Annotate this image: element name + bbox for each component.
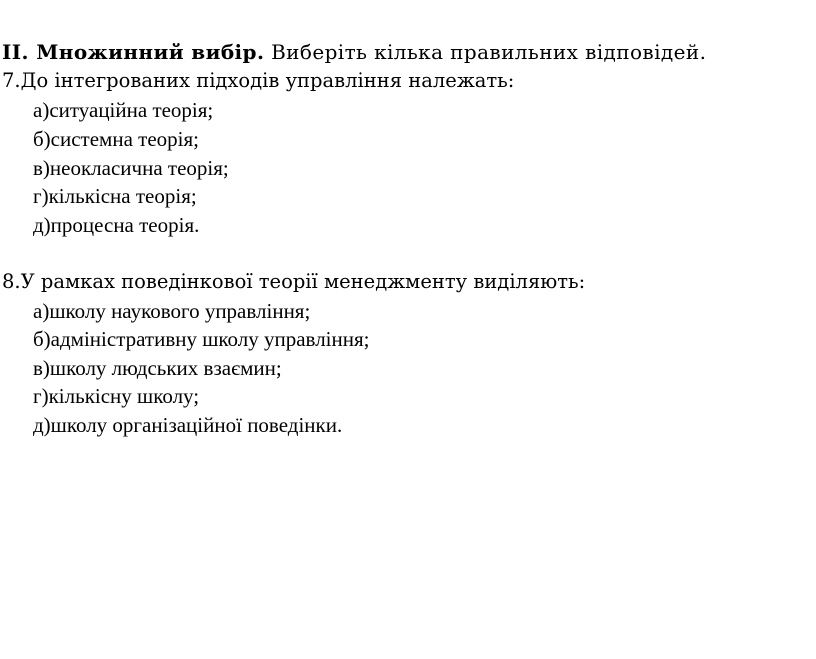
section-heading [2, 38, 706, 66]
question-7-option-a: а)ситуаційна теорія; [33, 98, 214, 122]
question-8-option-b: б)адміністративну школу управління; [33, 327, 370, 351]
question-7-option-d: г)кількісна теорія; [33, 184, 197, 208]
section-heading-instruction: Виберіть кілька правильних відповідей. [264, 40, 707, 64]
question-7-option-e: д)процесна теорія. [33, 213, 200, 237]
question-7-option-c: в)неокласична теорія; [33, 156, 229, 180]
question-8-text: 8.У рамках поведінкової теорії менеджменту виділяють: [2, 270, 586, 293]
question-8-option-d: г)кількісну школу; [33, 384, 200, 408]
question-7-text: 7.До інтегрованих підходів управління належать: [2, 69, 515, 92]
section-heading-bold: II. Множинний вибір. [2, 40, 265, 64]
question-7-option-b: б)системна теорія; [33, 127, 199, 151]
question-8-option-e: д)школу організаційної поведінки. [33, 413, 343, 437]
question-8-option-a: а)школу наукового управління; [33, 299, 311, 323]
question-8-option-c: в)школу людських взаємин; [33, 356, 282, 380]
